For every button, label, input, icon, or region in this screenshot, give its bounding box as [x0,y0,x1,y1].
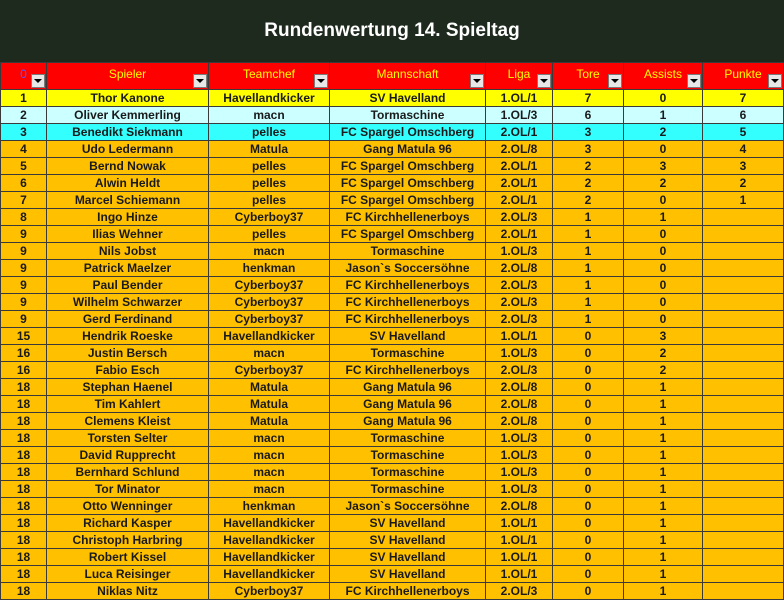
league-cell[interactable]: 2.OL/1 [486,124,553,141]
player-cell[interactable]: Stephan Haenel [47,379,209,396]
column-header-spieler[interactable] [47,63,209,90]
table-row [1,413,784,430]
table-body [1,90,784,600]
table-row [1,124,784,141]
rank-cell[interactable]: 9 [1,243,47,260]
table-row [1,209,784,226]
team-cell[interactable]: Jason`s Soccersöhne [330,498,486,515]
league-cell[interactable]: 2.OL/3 [486,362,553,379]
assists-cell[interactable]: 1 [624,498,703,515]
teamchef-cell[interactable]: macn [209,447,330,464]
goals-cell[interactable]: 2 [553,175,624,192]
points-cell[interactable] [703,362,784,379]
column-header-tore[interactable] [553,63,624,90]
team-cell[interactable]: Tormaschine [330,345,486,362]
table-row [1,243,784,260]
teamchef-cell[interactable]: pelles [209,192,330,209]
teamchef-cell[interactable]: macn [209,481,330,498]
team-cell[interactable]: SV Havelland [330,515,486,532]
column-header-label: Assists [643,67,682,81]
team-cell[interactable]: Tormaschine [330,430,486,447]
teamchef-cell[interactable]: Havellandkicker [209,532,330,549]
column-header-assists[interactable] [624,63,703,90]
points-cell[interactable]: 7 [703,90,784,107]
team-cell[interactable]: FC Kirchhellenerboys [330,362,486,379]
teamchef-cell[interactable]: pelles [209,226,330,243]
teamchef-cell[interactable]: Cyberboy37 [209,294,330,311]
goals-cell[interactable]: 2 [553,192,624,209]
goals-cell[interactable]: 0 [553,583,624,600]
goals-cell[interactable]: 0 [553,515,624,532]
rank-cell[interactable]: 18 [1,481,47,498]
goals-cell[interactable]: 6 [553,107,624,124]
league-cell[interactable]: 2.OL/1 [486,226,553,243]
table-row [1,481,784,498]
team-cell[interactable]: Tormaschine [330,447,486,464]
rank-cell[interactable]: 9 [1,311,47,328]
team-cell[interactable]: FC Kirchhellenerboys [330,311,486,328]
table-row [1,192,784,209]
points-cell[interactable]: 3 [703,158,784,175]
team-cell[interactable]: FC Spargel Omschberg [330,124,486,141]
table-row [1,362,784,379]
goals-cell[interactable]: 0 [553,447,624,464]
goals-cell[interactable]: 0 [553,396,624,413]
rank-cell[interactable]: 18 [1,379,47,396]
team-cell[interactable]: Gang Matula 96 [330,396,486,413]
league-cell[interactable]: 1.OL/3 [486,464,553,481]
team-cell[interactable]: FC Spargel Omschberg [330,192,486,209]
points-cell[interactable] [703,566,784,583]
league-cell[interactable]: 2.OL/3 [486,311,553,328]
player-cell[interactable]: Christoph Harbring [47,532,209,549]
player-cell[interactable]: Richard Kasper [47,515,209,532]
goals-cell[interactable]: 0 [553,464,624,481]
player-cell[interactable]: Bernd Nowak [47,158,209,175]
points-cell[interactable] [703,532,784,549]
teamchef-cell[interactable]: pelles [209,158,330,175]
team-cell[interactable]: Gang Matula 96 [330,141,486,158]
table-row [1,107,784,124]
table-row [1,430,784,447]
rank-cell[interactable]: 9 [1,277,47,294]
team-cell[interactable]: SV Havelland [330,532,486,549]
teamchef-cell[interactable]: Cyberboy37 [209,362,330,379]
table-row [1,226,784,243]
column-header-label: Tore [576,67,600,81]
goals-cell[interactable]: 7 [553,90,624,107]
assists-cell[interactable]: 1 [624,481,703,498]
league-cell[interactable]: 2.OL/8 [486,379,553,396]
points-cell[interactable] [703,328,784,345]
dropdown-arrow-icon[interactable] [314,74,328,88]
league-cell[interactable]: 2.OL/8 [486,413,553,430]
teamchef-cell[interactable]: Havellandkicker [209,515,330,532]
league-cell[interactable]: 1.OL/1 [486,549,553,566]
table-row [1,396,784,413]
rank-cell[interactable]: 18 [1,396,47,413]
team-cell[interactable]: FC Spargel Omschberg [330,226,486,243]
teamchef-cell[interactable]: Cyberboy37 [209,311,330,328]
team-cell[interactable]: FC Kirchhellenerboys [330,277,486,294]
league-cell[interactable]: 2.OL/8 [486,260,553,277]
teamchef-cell[interactable]: Havellandkicker [209,328,330,345]
goals-cell[interactable]: 0 [553,362,624,379]
goals-cell[interactable]: 1 [553,209,624,226]
teamchef-cell[interactable]: macn [209,430,330,447]
assists-cell[interactable]: 0 [624,192,703,209]
column-header-label: 0 [20,67,27,81]
table-row [1,515,784,532]
player-cell[interactable]: Wilhelm Schwarzer [47,294,209,311]
teamchef-cell[interactable]: Matula [209,141,330,158]
league-cell[interactable]: 2.OL/3 [486,583,553,600]
table-row [1,447,784,464]
league-cell[interactable]: 1.OL/3 [486,345,553,362]
player-cell[interactable]: Patrick Maelzer [47,260,209,277]
column-header-teamchef[interactable] [209,63,330,90]
teamchef-cell[interactable]: henkman [209,498,330,515]
teamchef-cell[interactable]: pelles [209,124,330,141]
team-cell[interactable]: SV Havelland [330,328,486,345]
player-cell[interactable]: Udo Ledermann [47,141,209,158]
player-cell[interactable]: Hendrik Roeske [47,328,209,345]
league-cell[interactable]: 2.OL/3 [486,209,553,226]
goals-cell[interactable]: 1 [553,311,624,328]
assists-cell[interactable]: 0 [624,277,703,294]
team-cell[interactable]: FC Kirchhellenerboys [330,209,486,226]
player-cell[interactable]: Oliver Kemmerling [47,107,209,124]
teamchef-cell[interactable]: pelles [209,175,330,192]
league-cell[interactable]: 1.OL/3 [486,481,553,498]
goals-cell[interactable]: 0 [553,345,624,362]
points-cell[interactable] [703,294,784,311]
team-cell[interactable]: FC Spargel Omschberg [330,175,486,192]
column-header-punkte[interactable] [703,63,784,90]
goals-cell[interactable]: 1 [553,294,624,311]
league-cell[interactable]: 2.OL/8 [486,498,553,515]
goals-cell[interactable]: 0 [553,430,624,447]
teamchef-cell[interactable]: Cyberboy37 [209,583,330,600]
assists-cell[interactable]: 0 [624,311,703,328]
points-cell[interactable]: 4 [703,141,784,158]
assists-cell[interactable]: 3 [624,328,703,345]
player-cell[interactable]: Paul Bender [47,277,209,294]
goals-cell[interactable]: 0 [553,481,624,498]
dropdown-arrow-icon[interactable] [768,74,782,88]
player-cell[interactable]: Alwin Heldt [47,175,209,192]
column-header-liga[interactable] [486,63,553,90]
assists-cell[interactable]: 3 [624,158,703,175]
rank-cell[interactable]: 1 [1,90,47,107]
league-cell[interactable]: 2.OL/8 [486,141,553,158]
teamchef-cell[interactable]: Cyberboy37 [209,209,330,226]
rank-cell[interactable]: 15 [1,328,47,345]
table-row [1,345,784,362]
rank-cell[interactable]: 18 [1,447,47,464]
team-cell[interactable]: FC Spargel Omschberg [330,158,486,175]
header-row [1,63,784,90]
goals-cell[interactable]: 3 [553,141,624,158]
table-row [1,158,784,175]
ranking-table [0,62,784,600]
rank-cell[interactable]: 6 [1,175,47,192]
goals-cell[interactable]: 0 [553,379,624,396]
assists-cell[interactable]: 0 [624,243,703,260]
rank-cell[interactable]: 18 [1,498,47,515]
rank-cell[interactable]: 18 [1,464,47,481]
team-cell[interactable]: SV Havelland [330,549,486,566]
points-cell[interactable]: 6 [703,107,784,124]
dropdown-arrow-icon[interactable] [31,74,45,88]
goals-cell[interactable]: 0 [553,498,624,515]
points-cell[interactable] [703,413,784,430]
column-header-label: Spieler [108,67,147,81]
team-cell[interactable]: Tormaschine [330,481,486,498]
table-row [1,294,784,311]
points-cell[interactable] [703,226,784,243]
league-cell[interactable]: 2.OL/1 [486,175,553,192]
rank-cell[interactable]: 4 [1,141,47,158]
table-row [1,311,784,328]
assists-cell[interactable]: 0 [624,226,703,243]
assists-cell[interactable]: 1 [624,583,703,600]
points-cell[interactable] [703,481,784,498]
league-cell[interactable]: 2.OL/1 [486,158,553,175]
dropdown-arrow-icon[interactable] [537,74,551,88]
table-row [1,175,784,192]
page-title: Rundenwertung 14. Spieltag [0,0,784,62]
assists-cell[interactable]: 1 [624,107,703,124]
points-cell[interactable] [703,243,784,260]
league-cell[interactable]: 1.OL/3 [486,107,553,124]
goals-cell[interactable]: 0 [553,549,624,566]
table-row [1,141,784,158]
goals-cell[interactable]: 0 [553,532,624,549]
teamchef-cell[interactable]: macn [209,243,330,260]
team-cell[interactable]: FC Kirchhellenerboys [330,294,486,311]
rank-cell[interactable]: 7 [1,192,47,209]
table-row [1,549,784,566]
assists-cell[interactable]: 0 [624,141,703,158]
goals-cell[interactable]: 1 [553,260,624,277]
column-header-label: Punkte [724,67,762,81]
assists-cell[interactable]: 2 [624,175,703,192]
assists-cell[interactable]: 1 [624,447,703,464]
assists-cell[interactable]: 1 [624,532,703,549]
league-cell[interactable]: 1.OL/1 [486,532,553,549]
goals-cell[interactable]: 2 [553,158,624,175]
teamchef-cell[interactable]: Havellandkicker [209,566,330,583]
league-cell[interactable]: 2.OL/3 [486,277,553,294]
player-cell[interactable]: Ilias Wehner [47,226,209,243]
goals-cell[interactable]: 1 [553,277,624,294]
teamchef-cell[interactable]: Matula [209,379,330,396]
player-cell[interactable]: Clemens Kleist [47,413,209,430]
table-row [1,566,784,583]
points-cell[interactable] [703,583,784,600]
goals-cell[interactable]: 1 [553,243,624,260]
player-cell[interactable]: Nils Jobst [47,243,209,260]
points-cell[interactable]: 5 [703,124,784,141]
table-row [1,260,784,277]
player-cell[interactable]: Gerd Ferdinand [47,311,209,328]
rank-cell[interactable]: 8 [1,209,47,226]
table-row [1,532,784,549]
points-cell[interactable] [703,464,784,481]
team-cell[interactable]: Tormaschine [330,107,486,124]
league-cell[interactable]: 1.OL/1 [486,515,553,532]
team-cell[interactable]: Tormaschine [330,243,486,260]
player-cell[interactable]: Justin Bersch [47,345,209,362]
column-header-label: Teamchef [242,67,296,81]
rank-cell[interactable]: 18 [1,430,47,447]
assists-cell[interactable]: 2 [624,345,703,362]
rank-cell[interactable]: 18 [1,583,47,600]
assists-cell[interactable]: 1 [624,396,703,413]
dropdown-arrow-icon[interactable] [608,74,622,88]
teamchef-cell[interactable]: macn [209,464,330,481]
team-cell[interactable]: SV Havelland [330,90,486,107]
rank-cell[interactable]: 2 [1,107,47,124]
points-cell[interactable] [703,277,784,294]
player-cell[interactable]: David Rupprecht [47,447,209,464]
table-row [1,277,784,294]
league-cell[interactable]: 2.OL/8 [486,396,553,413]
points-cell[interactable] [703,515,784,532]
column-header-rank[interactable] [1,63,47,90]
player-cell[interactable]: Otto Wenninger [47,498,209,515]
rank-cell[interactable]: 3 [1,124,47,141]
player-cell[interactable]: Torsten Selter [47,430,209,447]
league-cell[interactable]: 1.OL/3 [486,430,553,447]
rank-cell[interactable]: 18 [1,413,47,430]
points-cell[interactable] [703,549,784,566]
rank-cell[interactable]: 18 [1,566,47,583]
league-cell[interactable]: 1.OL/1 [486,90,553,107]
player-cell[interactable]: Luca Reisinger [47,566,209,583]
assists-cell[interactable]: 1 [624,413,703,430]
rank-cell[interactable]: 16 [1,345,47,362]
assists-cell[interactable]: 2 [624,124,703,141]
teamchef-cell[interactable]: Havellandkicker [209,90,330,107]
teamchef-cell[interactable]: Havellandkicker [209,549,330,566]
points-cell[interactable]: 1 [703,192,784,209]
rank-cell[interactable]: 16 [1,362,47,379]
assists-cell[interactable]: 1 [624,549,703,566]
player-cell[interactable]: Robert Kissel [47,549,209,566]
points-cell[interactable]: 2 [703,175,784,192]
player-cell[interactable]: Niklas Nitz [47,583,209,600]
player-cell[interactable]: Benedikt Siekmann [47,124,209,141]
dropdown-arrow-icon[interactable] [193,74,207,88]
points-cell[interactable] [703,396,784,413]
points-cell[interactable] [703,379,784,396]
team-cell[interactable]: Gang Matula 96 [330,413,486,430]
points-cell[interactable] [703,430,784,447]
assists-cell[interactable]: 1 [624,379,703,396]
rank-cell[interactable]: 9 [1,260,47,277]
table-row [1,583,784,600]
league-cell[interactable]: 1.OL/3 [486,243,553,260]
goals-cell[interactable]: 0 [553,328,624,345]
player-cell[interactable]: Thor Kanone [47,90,209,107]
table-row [1,464,784,481]
league-cell[interactable]: 1.OL/1 [486,566,553,583]
team-cell[interactable]: Jason`s Soccersöhne [330,260,486,277]
rank-cell[interactable]: 18 [1,532,47,549]
team-cell[interactable]: FC Kirchhellenerboys [330,583,486,600]
goals-cell[interactable]: 0 [553,413,624,430]
points-cell[interactable] [703,447,784,464]
rank-cell[interactable]: 5 [1,158,47,175]
teamchef-cell[interactable]: Cyberboy37 [209,277,330,294]
teamchef-cell[interactable]: macn [209,107,330,124]
table-row [1,90,784,107]
league-cell[interactable]: 1.OL/3 [486,447,553,464]
team-cell[interactable]: SV Havelland [330,566,486,583]
column-header-mannschaft[interactable] [330,63,486,90]
player-cell[interactable]: Tor Minator [47,481,209,498]
player-cell[interactable]: Fabio Esch [47,362,209,379]
assists-cell[interactable]: 0 [624,294,703,311]
team-cell[interactable]: Tormaschine [330,464,486,481]
player-cell[interactable]: Bernhard Schlund [47,464,209,481]
team-cell[interactable]: Gang Matula 96 [330,379,486,396]
league-cell[interactable]: 1.OL/1 [486,328,553,345]
league-cell[interactable]: 2.OL/3 [486,294,553,311]
teamchef-cell[interactable]: henkman [209,260,330,277]
league-cell[interactable]: 2.OL/1 [486,192,553,209]
dropdown-arrow-icon[interactable] [687,74,701,88]
player-cell[interactable]: Tim Kahlert [47,396,209,413]
teamchef-cell[interactable]: Matula [209,413,330,430]
points-cell[interactable] [703,345,784,362]
points-cell[interactable] [703,498,784,515]
points-cell[interactable] [703,209,784,226]
points-cell[interactable] [703,311,784,328]
rank-cell[interactable]: 18 [1,515,47,532]
rank-cell[interactable]: 9 [1,226,47,243]
assists-cell[interactable]: 1 [624,566,703,583]
dropdown-arrow-icon[interactable] [470,74,484,88]
column-header-label: Mannschaft [376,67,439,81]
assists-cell[interactable]: 1 [624,209,703,226]
assists-cell[interactable]: 1 [624,430,703,447]
teamchef-cell[interactable]: Matula [209,396,330,413]
table-row [1,328,784,345]
goals-cell[interactable]: 3 [553,124,624,141]
points-cell[interactable] [703,260,784,277]
assists-cell[interactable]: 1 [624,515,703,532]
rank-cell[interactable]: 9 [1,294,47,311]
column-header-label: Liga [507,67,531,81]
goals-cell[interactable]: 0 [553,566,624,583]
assists-cell[interactable]: 0 [624,260,703,277]
teamchef-cell[interactable]: macn [209,345,330,362]
player-cell[interactable]: Marcel Schiemann [47,192,209,209]
rank-cell[interactable]: 18 [1,549,47,566]
player-cell[interactable]: Ingo Hinze [47,209,209,226]
table-row [1,379,784,396]
assists-cell[interactable]: 2 [624,362,703,379]
assists-cell[interactable]: 0 [624,90,703,107]
goals-cell[interactable]: 1 [553,226,624,243]
table-row [1,498,784,515]
assists-cell[interactable]: 1 [624,464,703,481]
